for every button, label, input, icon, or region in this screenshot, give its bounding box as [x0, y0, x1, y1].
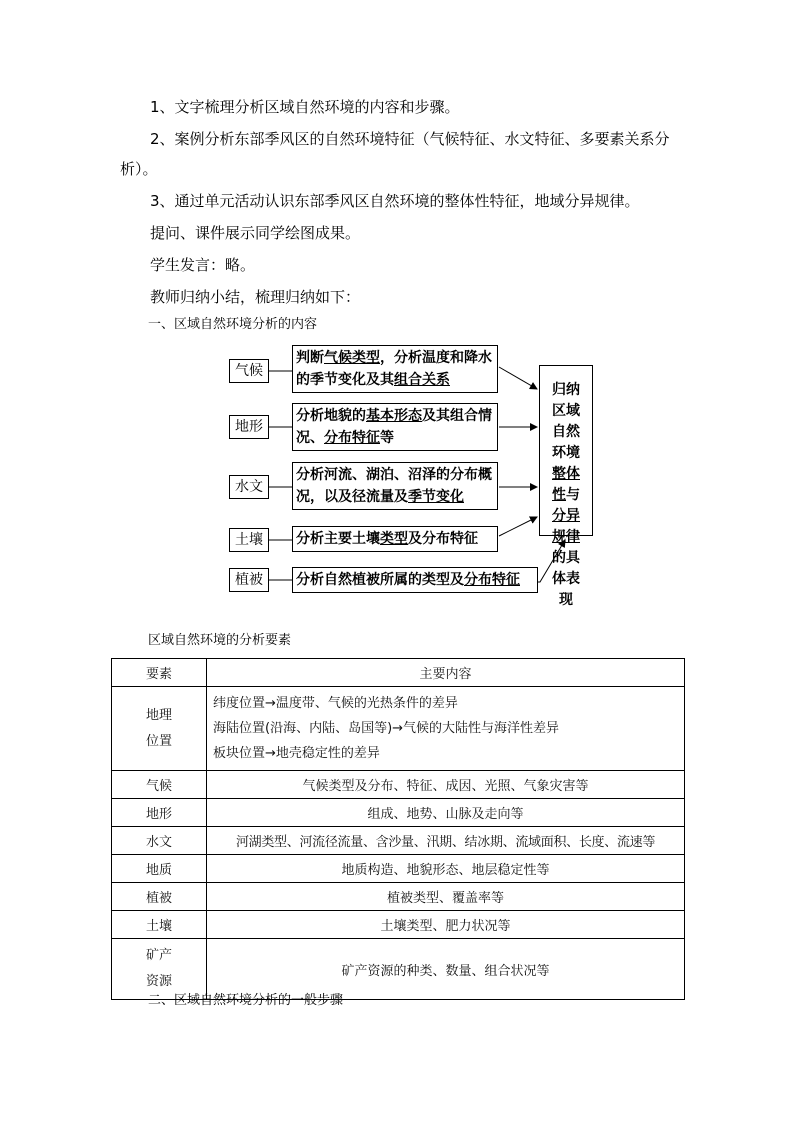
summary-box	[539, 365, 593, 608]
text-run: 分析地貌的	[296, 408, 366, 424]
table-row	[112, 827, 685, 855]
text-run: 分析河流、湖泊、沼泽的分布概况，以及径流量及	[296, 467, 492, 505]
text-run: 及分布特征	[408, 531, 478, 547]
text-run: 及其组合情况、	[296, 408, 492, 446]
table-header-row	[112, 659, 685, 687]
label-climate: 气候	[229, 359, 269, 383]
minerals-key-text: 矿产资源	[145, 948, 172, 989]
row-value: 气候类型及分布、特征、成因、光照、气象灾害等	[207, 771, 685, 799]
paragraph-5: 学生发言：略。	[150, 256, 256, 274]
text-run: 归纳区域自然环境	[552, 382, 580, 461]
table-row	[112, 771, 685, 799]
desc-terrain	[292, 403, 498, 451]
paragraph-2: 2、案例分析东部季风区的自然环境特征（气候特征、水文特征、多要素关系分析）。	[120, 130, 670, 178]
table-row	[112, 939, 685, 1000]
underlined-text: 基本形态	[366, 408, 422, 424]
paragraph-1: 1、文字梳理分析区域自然环境的内容和步骤。	[150, 98, 460, 116]
location-line: 板块位置→地壳稳定性的差异	[213, 746, 380, 761]
section-heading-content: 一、区域自然环境分析的内容	[148, 317, 318, 332]
table-row	[112, 687, 685, 771]
underlined-text: 气候类型	[324, 350, 380, 366]
label-hydrology: 水文	[229, 475, 269, 499]
label-terrain: 地形	[229, 415, 269, 439]
underlined-text: 分异规律	[552, 508, 580, 545]
section-heading-steps: 二、区域自然环境分析的一般步骤	[148, 993, 344, 1008]
underlined-text: 分布特征	[464, 572, 520, 588]
row-key: 气候	[112, 771, 207, 799]
header-element: 要素	[112, 659, 207, 687]
row-key: 地质	[112, 855, 207, 883]
paragraph-6: 教师归纳小结，梳理归纳如下：	[150, 288, 361, 306]
row-key: 地形	[112, 799, 207, 827]
table-row	[112, 883, 685, 911]
desc-soil	[292, 526, 498, 552]
row-key-location	[112, 687, 207, 771]
underlined-text: 季节变化	[408, 489, 464, 505]
table-row	[112, 911, 685, 939]
paragraph-4: 提问、课件展示同学绘图成果。	[150, 224, 361, 242]
text-run: 判断	[296, 350, 324, 366]
header-content: 主要内容	[207, 659, 685, 687]
underlined-text: 分布特征	[324, 430, 380, 446]
text-run: 分析自然植被所属的类型及	[296, 572, 464, 588]
label-vegetation: 植被	[229, 568, 269, 592]
underlined-text: 组合关系	[394, 372, 450, 388]
row-value: 地质构造、地貌形态、地层稳定性等	[207, 855, 685, 883]
row-value: 土壤类型、肥力状况等	[207, 911, 685, 939]
arrow-climate	[499, 367, 537, 389]
desc-vegetation	[292, 567, 538, 593]
text-run: 等	[380, 430, 394, 446]
row-value-location	[207, 687, 685, 771]
row-value: 组成、地势、山脉及走向等	[207, 799, 685, 827]
table-row	[112, 799, 685, 827]
underlined-text: 整体性	[552, 466, 580, 503]
text-run: ，分析温度和降水的季节变化及其	[296, 350, 492, 388]
elements-table	[111, 658, 685, 1000]
row-key: 植被	[112, 883, 207, 911]
table-caption: 区域自然环境的分析要素	[148, 633, 292, 648]
location-line: 纬度位置→温度带、气候的光热条件的差异	[213, 696, 458, 711]
underlined-text: 类型	[380, 531, 408, 547]
location-key-text: 地理位置	[145, 707, 172, 749]
location-line: 海陆位置(沿海、内陆、岛国等)→气候的大陆性与海洋性差异	[213, 721, 560, 736]
table-row	[112, 855, 685, 883]
row-value: 河湖类型、河流径流量、含沙量、汛期、结冰期、流域面积、长度、流速等	[207, 827, 685, 855]
text-run: 的具体表现	[552, 550, 580, 608]
row-key: 水文	[112, 827, 207, 855]
row-value: 植被类型、覆盖率等	[207, 883, 685, 911]
text-run: 与	[566, 487, 580, 503]
arrow-soil	[499, 517, 537, 536]
row-value: 矿产资源的种类、数量、组合状况等	[207, 939, 685, 1000]
desc-climate	[292, 345, 498, 393]
text-run: 分析主要土壤	[296, 531, 380, 547]
label-soil: 土壤	[229, 528, 269, 552]
paragraph-3: 3、通过单元活动认识东部季风区自然环境的整体性特征，地域分异规律。	[150, 192, 640, 210]
row-key: 土壤	[112, 911, 207, 939]
row-key-minerals	[112, 939, 207, 1000]
desc-hydrology	[292, 462, 498, 510]
